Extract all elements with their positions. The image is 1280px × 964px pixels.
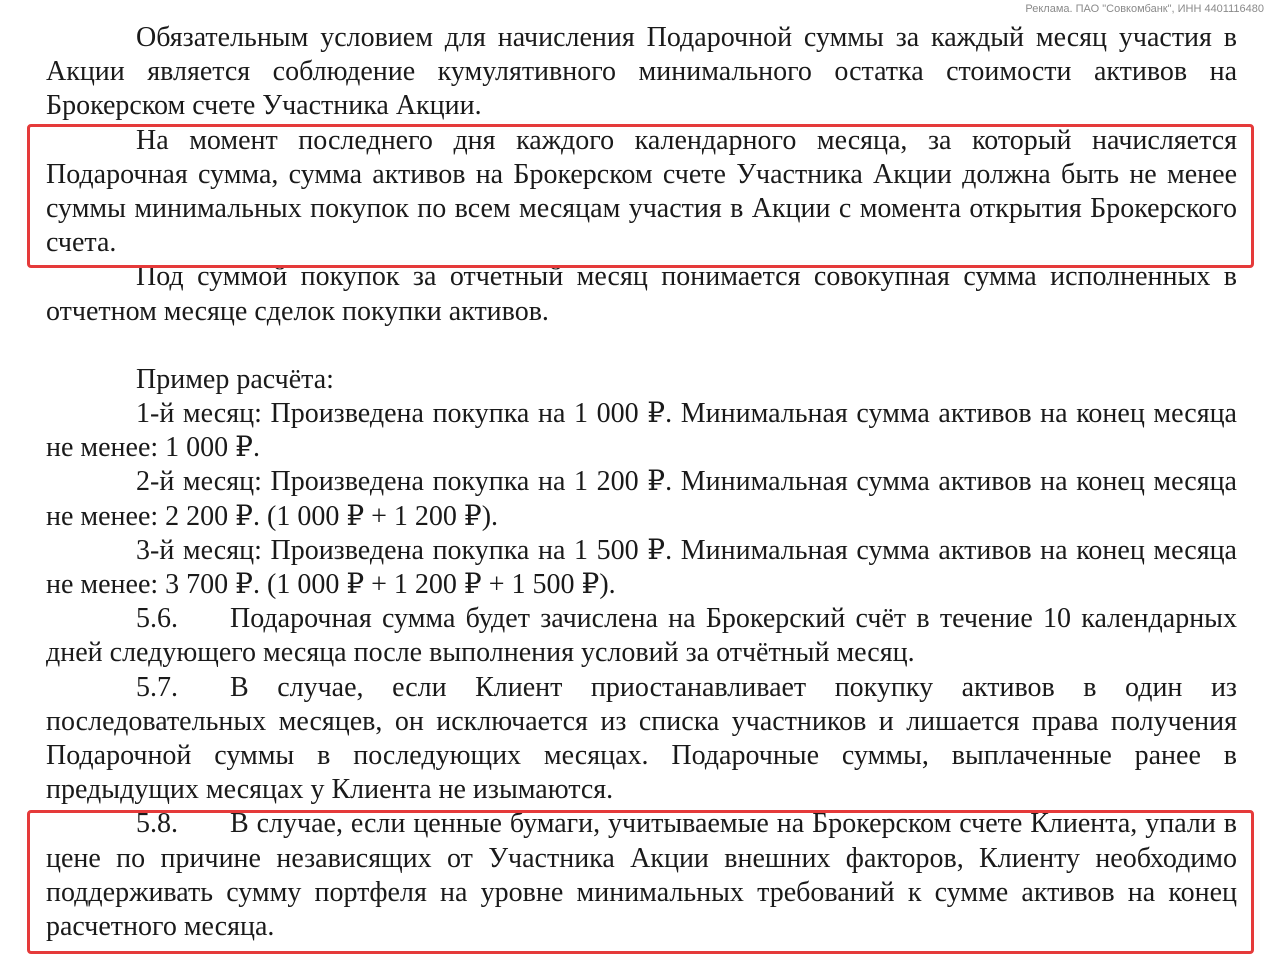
clause-number: 5.7.: [136, 671, 178, 703]
paragraph-spacer: [46, 329, 1237, 363]
clause-5-8: [46, 807, 1237, 944]
clause-text: В случае, если Клиент приостанавливает покупку активов в один из последовательных месяцев, он исключается из списка участников и лишается права получения Подарочной суммы в последующих месяцах. Подарочные суммы, выплаченные ранее в предыдущих месяцах у Клиента не изымаются.: [46, 671, 1237, 806]
clause-5-6: [46, 602, 1237, 670]
example-month-1: 1-й месяц: Произведена покупка на 1 000 ₽. Минимальная сумма активов на конец месяца не менее: 1 000 ₽.: [46, 398, 1237, 464]
paragraph-purchase-sum-definition: Под суммой покупок за отчетный месяц понимается совокупная сумма исполненных в отчетном месяце сделок покупки активов.: [46, 261, 1237, 327]
example-month-3: 3-й месяц: Произведена покупка на 1 500 ₽. Минимальная сумма активов на конец месяца не менее: 3 700 ₽. (1 000 ₽ + 1 200 ₽ + 1 500 ₽).: [46, 534, 1237, 601]
clause-number: 5.8.: [136, 808, 178, 840]
advertising-disclaimer: Реклама. ПАО "Совкомбанк", ИНН 4401116480: [1025, 3, 1264, 15]
paragraph-minimum-assets-requirement: На момент последнего дня каждого календарного месяца, за который начисляется Подарочная сумма, сумма активов на Брокерском счете Участника Акции должна быть не менее суммы минимальных покупок по всем месяцам участия в Акции с момента открытия Брокерского счета.: [46, 124, 1237, 259]
paragraph-cumulative-balance-condition: Обязательным условием для начисления Подарочной суммы за каждый месяц участия в Акции является соблюдение кумулятивного минимального остатка стоимости активов на Брокерском счете Участника Акции.: [46, 22, 1237, 122]
clause-5-7: [46, 671, 1237, 808]
example-month-2: 2-й месяц: Произведена покупка на 1 200 ₽. Минимальная сумма активов на конец месяца не менее: 2 200 ₽. (1 000 ₽ + 1 200 ₽).: [46, 466, 1237, 532]
document-page: [46, 21, 1237, 944]
clause-text: В случае, если ценные бумаги, учитываемые на Брокерском счете Клиента, упали в цене по причине независящих от Участника Акции внешних факторов, Клиенту необходимо поддерживать сумму портфеля на уровне минимальных требований к сумме активов на конец расчетного месяца.: [46, 808, 1237, 943]
clause-number: 5.6.: [136, 603, 178, 635]
clause-text: Подарочная сумма будет зачислена на Брокерский счёт в течение 10 календарных дней следующего месяца после выполнения условий за отчётный месяц.: [46, 603, 1237, 669]
example-title: Пример расчёта:: [136, 363, 334, 395]
